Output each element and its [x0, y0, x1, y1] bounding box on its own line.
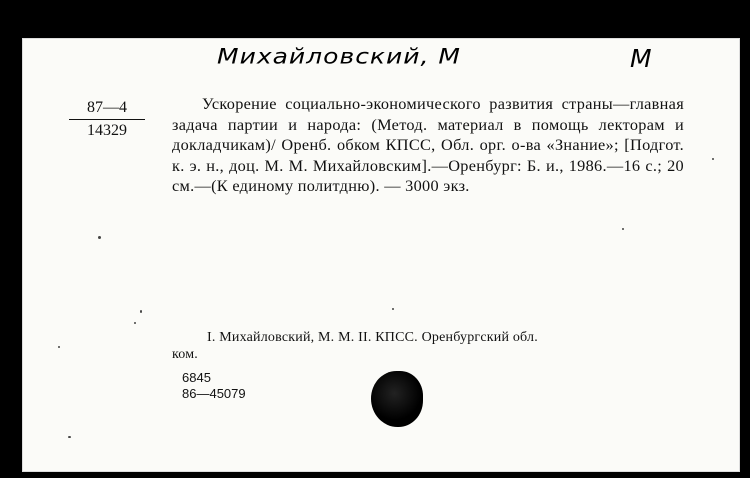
- code-2: 86—45079: [182, 386, 246, 401]
- call-number-top: 87—4: [69, 98, 145, 120]
- bibliographic-description: [172, 94, 684, 197]
- tracing-block: [172, 329, 697, 363]
- dust-speck: [140, 310, 142, 313]
- call-number-bottom: 14329: [87, 122, 127, 139]
- dust-speck: [622, 228, 624, 230]
- dust-speck: [392, 308, 394, 310]
- handwritten-filing-letter: М: [630, 44, 652, 73]
- dust-speck: [712, 158, 714, 160]
- code-1: 6845: [182, 370, 211, 385]
- tracing-line-1: I. Михайловский, М. М. II. КПСС. Оренбургский обл.: [207, 330, 538, 345]
- punch-hole-mark: [371, 371, 423, 427]
- handwritten-author-heading: Михайловский, М: [217, 44, 461, 69]
- dust-speck: [98, 236, 101, 239]
- dust-speck: [68, 436, 71, 438]
- dust-speck: [134, 322, 136, 324]
- description-paragraph: Ускорение социально-экономического развития страны—главная задача партии и народа: (Метод. материал в помощь лекторам и докладчикам)/ Оренб. обком КПСС, Обл. орг. о-ва «Знание»; [Подгот. к. э. н., доц. М. М. Михайловским].—Оренбург: Б. и., 1986.—16 с.; 20 см.—(К единому политдню). — 3000 экз.: [172, 94, 684, 195]
- catalog-card: [22, 38, 740, 472]
- registration-codes: [182, 370, 246, 402]
- tracing-line-2: ком.: [172, 347, 198, 362]
- call-number: [69, 98, 145, 141]
- dust-speck: [58, 346, 60, 348]
